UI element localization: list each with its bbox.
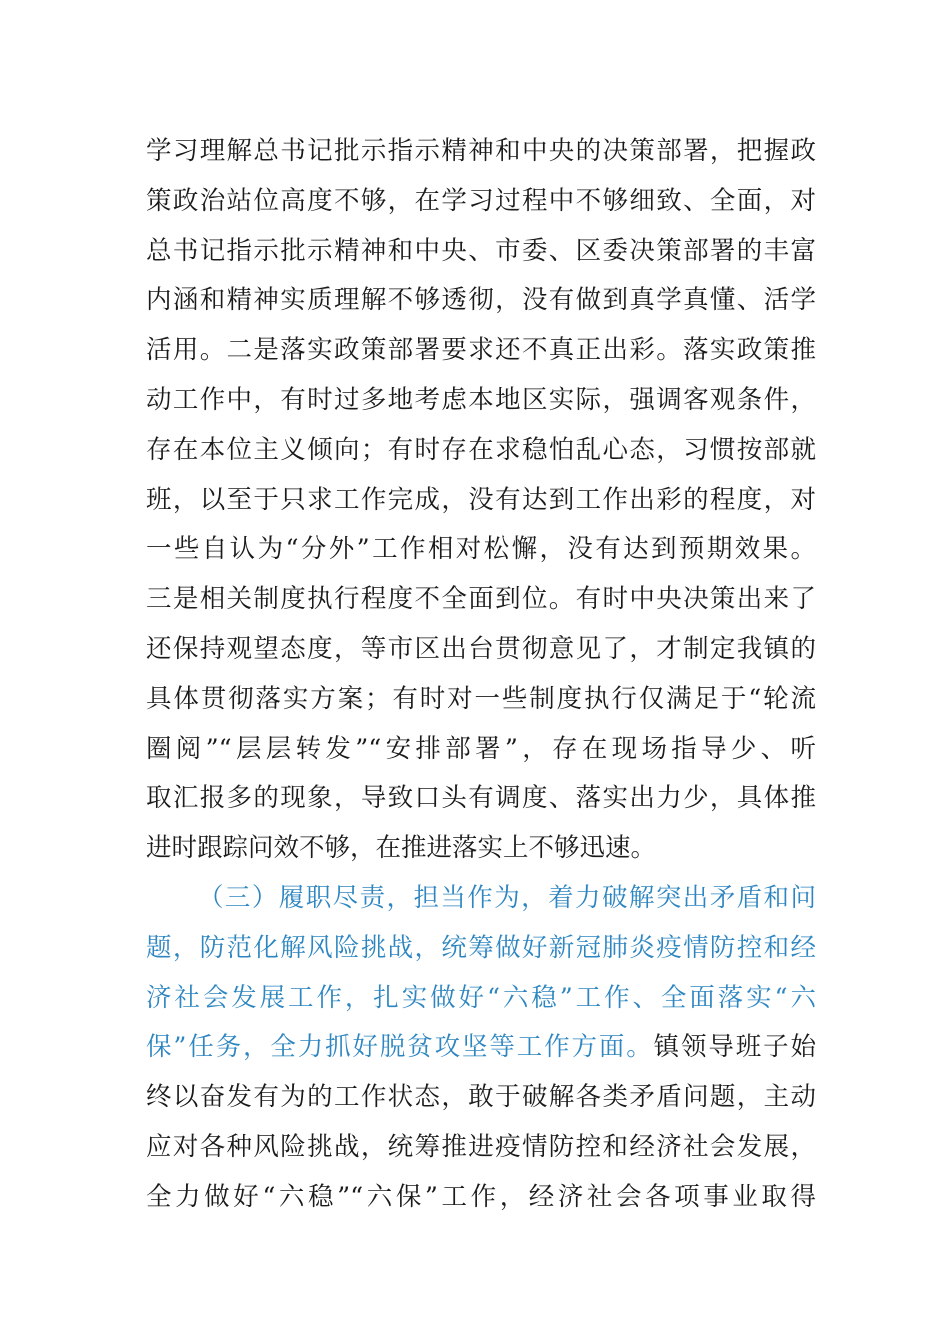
paragraph-line: 学习理解总书记批示指示精神和中央的决策部署，把握政	[146, 136, 816, 166]
section-heading-end: 保”任务，全力抓好脱贫攻坚等工作方面。	[146, 1032, 654, 1063]
section-body-start: 镇领导班子始	[653, 1032, 816, 1063]
paragraph-line: 总书记指示批示精神和中央、市委、区委决策部署的丰富	[146, 235, 816, 266]
paragraph-line: 进时跟踪问效不够，在推进落实上不够迅速。	[146, 833, 657, 864]
paragraph-line: 应对各种风险挑战，统筹推进疫情防控和经济社会发展，	[146, 1131, 816, 1162]
paragraph-line: 全力做好“六稳”“六保”工作，经济社会各项事业取得	[146, 1181, 816, 1212]
section-heading-line: 济社会发展工作，扎实做好“六稳”工作、全面落实“六	[146, 982, 816, 1013]
mixed-line	[146, 1023, 816, 1073]
section-heading-line: 题，防范化解风险挑战，统筹做好新冠肺炎疫情防控和经	[146, 932, 816, 963]
paragraph-line: 圈阅”“层层转发”“安排部署”，存在现场指导少、听	[146, 733, 816, 764]
document-body	[146, 127, 816, 1223]
paragraph-line: 三是相关制度执行程度不全面到位。有时中央决策出来了	[146, 584, 816, 615]
paragraph-line: 班，以至于只求工作完成，没有达到工作出彩的程度，对	[146, 484, 816, 515]
paragraph-line: 还保持观望态度，等市区出台贯彻意见了，才制定我镇的	[146, 633, 816, 664]
paragraph-line: 终以奋发有为的工作状态，敢于破解各类矛盾问题，主动	[146, 1082, 816, 1113]
paragraph-line: 一些自认为“分外”工作相对松懈，没有达到预期效果。	[146, 534, 816, 565]
paragraph-line: 取汇报多的现象，导致口头有调度、落实出力少，具体推	[146, 783, 816, 814]
paragraph-line: 策政治站位高度不够，在学习过程中不够细致、全面，对	[146, 185, 816, 216]
paragraph-line: 具体贯彻落实方案；有时对一些制度执行仅满足于“轮流	[146, 683, 816, 714]
paragraph-line: 动工作中，有时过多地考虑本地区实际，强调客观条件，	[146, 384, 816, 415]
section-heading-line: （三）履职尽责，担当作为，着力破解突出矛盾和问	[198, 882, 816, 913]
paragraph-line: 内涵和精神实质理解不够透彻，没有做到真学真懂、活学	[146, 285, 816, 316]
paragraph-line: 存在本位主义倾向；有时存在求稳怕乱心态，习惯按部就	[146, 434, 816, 465]
paragraph-line: 活用。二是落实政策部署要求还不真正出彩。落实政策推	[146, 335, 816, 366]
